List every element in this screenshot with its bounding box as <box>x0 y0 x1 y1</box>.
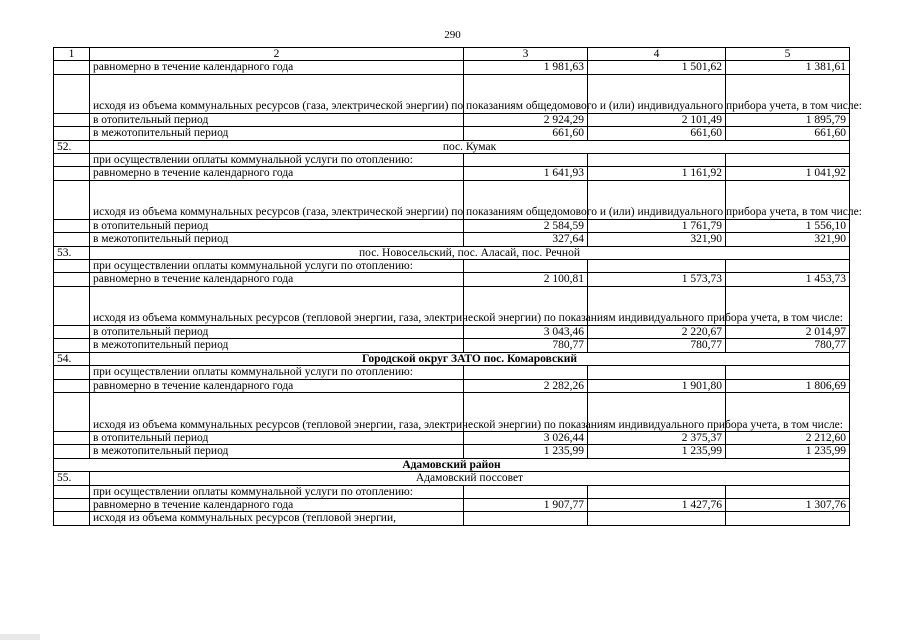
row-number <box>54 498 90 511</box>
table-row <box>54 154 850 167</box>
section-row <box>54 246 850 259</box>
page-number: 290 <box>444 29 461 41</box>
row-description: при осуществлении оплаты коммунальной услуги по отоплению: <box>90 485 464 498</box>
value-col-5: 1 453,73 <box>726 273 850 286</box>
value-col-5 <box>726 485 850 498</box>
value-col-3: 1 641,93 <box>464 167 588 180</box>
value-col-3: 327,64 <box>464 233 588 246</box>
header-cell: 2 <box>90 48 464 61</box>
table-row <box>54 325 850 338</box>
table-row <box>54 339 850 352</box>
section-row <box>54 140 850 153</box>
table-row <box>54 431 850 444</box>
row-number <box>54 180 90 219</box>
value-col-3: 1 907,77 <box>464 498 588 511</box>
row-description: исходя из объема коммунальных ресурсов (газа, электрической энергии) по показаниям общедомового и (или) индивидуального прибора учета, в том числе: <box>90 180 464 219</box>
value-col-5: 1 806,69 <box>726 379 850 392</box>
row-number: 54. <box>54 352 90 365</box>
value-col-5: 1 235,99 <box>726 445 850 458</box>
table-row <box>54 180 850 219</box>
row-number <box>54 167 90 180</box>
row-description: в отопительный период <box>90 431 464 444</box>
value-col-4: 780,77 <box>588 339 726 352</box>
row-description: в отопительный период <box>90 219 464 232</box>
table-row <box>54 167 850 180</box>
row-description: исходя из объема коммунальных ресурсов (тепловой энергии, газа, электрической энергии) по показаниям индивидуального прибора учета, в том числе: <box>90 392 464 431</box>
value-col-3: 3 026,44 <box>464 431 588 444</box>
value-col-5 <box>726 366 850 379</box>
table-row <box>54 113 850 126</box>
value-col-4: 661,60 <box>588 127 726 140</box>
row-description: в межотопительный период <box>90 233 464 246</box>
value-col-5: 1 381,61 <box>726 61 850 74</box>
value-col-5 <box>726 512 850 525</box>
value-col-4 <box>588 260 726 273</box>
row-number <box>54 127 90 140</box>
value-col-3: 2 924,29 <box>464 113 588 126</box>
row-description: в отопительный период <box>90 325 464 338</box>
row-description: исходя из объема коммунальных ресурсов (тепловой энергии, газа, электрической энергии) по показаниям индивидуального прибора учета, в том числе: <box>90 286 464 325</box>
value-col-5: 321,90 <box>726 233 850 246</box>
header-cell: 4 <box>588 48 726 61</box>
row-number <box>54 154 90 167</box>
header-cell: 5 <box>726 48 850 61</box>
row-description: в межотопительный период <box>90 127 464 140</box>
section-title: Адамовский поссовет <box>90 472 850 485</box>
row-number <box>54 219 90 232</box>
section-row <box>54 352 850 365</box>
value-col-4: 1 427,76 <box>588 498 726 511</box>
row-number <box>54 260 90 273</box>
header-cell: 1 <box>54 48 90 61</box>
value-col-5: 1 895,79 <box>726 113 850 126</box>
table-row <box>54 498 850 511</box>
value-col-3 <box>464 485 588 498</box>
table-row <box>54 379 850 392</box>
table-row <box>54 74 850 113</box>
row-description: при осуществлении оплаты коммунальной услуги по отоплению: <box>90 154 464 167</box>
district-row <box>54 458 850 471</box>
table-row <box>54 512 850 525</box>
row-number: 52. <box>54 140 90 153</box>
value-col-4 <box>588 154 726 167</box>
row-description: в межотопительный период <box>90 445 464 458</box>
row-number <box>54 61 90 74</box>
table-row <box>54 366 850 379</box>
value-col-3 <box>464 260 588 273</box>
value-col-4: 1 501,62 <box>588 61 726 74</box>
row-number <box>54 325 90 338</box>
value-col-4: 2 220,67 <box>588 325 726 338</box>
table-row <box>54 445 850 458</box>
district-title: Адамовский район <box>54 458 850 471</box>
row-number <box>54 445 90 458</box>
row-description: исходя из объема коммунальных ресурсов (газа, электрической энергии) по показаниям общедомового и (или) индивидуального прибора учета, в том числе: <box>90 74 464 113</box>
row-description: в межотопительный период <box>90 339 464 352</box>
row-description: при осуществлении оплаты коммунальной услуги по отоплению: <box>90 366 464 379</box>
value-col-4: 2 101,49 <box>588 113 726 126</box>
value-col-3: 2 584,59 <box>464 219 588 232</box>
table-row <box>54 286 850 325</box>
row-description: равномерно в течение календарного года <box>90 498 464 511</box>
value-col-4 <box>588 485 726 498</box>
header-cell: 3 <box>464 48 588 61</box>
value-col-4 <box>588 366 726 379</box>
value-col-3: 1 981,63 <box>464 61 588 74</box>
section-title: пос. Новосельский, пос. Аласай, пос. Речной <box>90 246 850 259</box>
row-description: в отопительный период <box>90 113 464 126</box>
section-row <box>54 472 850 485</box>
value-col-4: 1 235,99 <box>588 445 726 458</box>
table-row <box>54 273 850 286</box>
row-description: равномерно в течение календарного года <box>90 273 464 286</box>
value-col-3 <box>464 154 588 167</box>
value-col-3: 2 100,81 <box>464 273 588 286</box>
table-row <box>54 219 850 232</box>
table-row <box>54 485 850 498</box>
value-col-5: 780,77 <box>726 339 850 352</box>
row-number <box>54 431 90 444</box>
row-number <box>54 113 90 126</box>
value-col-4: 1 901,80 <box>588 379 726 392</box>
value-col-4: 2 375,37 <box>588 431 726 444</box>
value-col-5 <box>726 260 850 273</box>
value-col-5: 1 041,92 <box>726 167 850 180</box>
value-col-3: 2 282,26 <box>464 379 588 392</box>
row-number <box>54 485 90 498</box>
row-number <box>54 512 90 525</box>
value-col-3: 661,60 <box>464 127 588 140</box>
section-title: пос. Кумак <box>90 140 850 153</box>
row-number <box>54 74 90 113</box>
value-col-5 <box>726 154 850 167</box>
header-row <box>54 48 850 61</box>
value-col-5: 2 212,60 <box>726 431 850 444</box>
value-col-5: 661,60 <box>726 127 850 140</box>
row-number <box>54 366 90 379</box>
row-number <box>54 273 90 286</box>
value-col-4: 1 761,79 <box>588 219 726 232</box>
value-col-4: 1 161,92 <box>588 167 726 180</box>
row-description: исходя из объема коммунальных ресурсов (тепловой энергии, <box>90 512 464 525</box>
section-title: Городской округ ЗАТО пос. Комаровский <box>90 352 850 365</box>
value-col-5: 1 307,76 <box>726 498 850 511</box>
row-number: 53. <box>54 246 90 259</box>
value-col-3: 1 235,99 <box>464 445 588 458</box>
value-col-3: 3 043,46 <box>464 325 588 338</box>
value-col-3 <box>464 366 588 379</box>
table-row <box>54 233 850 246</box>
table-row <box>54 260 850 273</box>
table-row <box>54 61 850 74</box>
value-col-5: 2 014,97 <box>726 325 850 338</box>
value-col-3 <box>464 512 588 525</box>
row-number: 55. <box>54 472 90 485</box>
row-number <box>54 286 90 325</box>
row-description: равномерно в течение календарного года <box>90 379 464 392</box>
row-number <box>54 233 90 246</box>
value-col-4 <box>588 512 726 525</box>
value-col-5: 1 556,10 <box>726 219 850 232</box>
table-row <box>54 392 850 431</box>
row-number <box>54 339 90 352</box>
row-number <box>54 379 90 392</box>
row-description: равномерно в течение календарного года <box>90 167 464 180</box>
value-col-3: 780,77 <box>464 339 588 352</box>
row-description: равномерно в течение календарного года <box>90 61 464 74</box>
value-col-4: 321,90 <box>588 233 726 246</box>
row-number <box>54 392 90 431</box>
scan-edge-mark <box>0 634 40 640</box>
tariff-table <box>53 47 862 526</box>
value-col-4: 1 573,73 <box>588 273 726 286</box>
row-description: при осуществлении оплаты коммунальной услуги по отоплению: <box>90 260 464 273</box>
table-row <box>54 127 850 140</box>
